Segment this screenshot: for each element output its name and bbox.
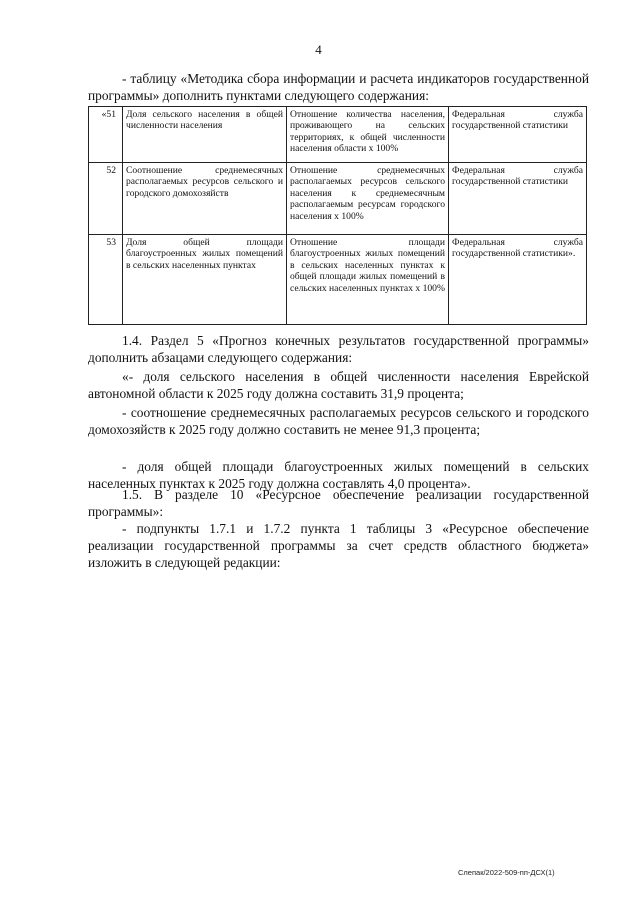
forecast-income-ratio-paragraph: - соотношение среднемесячных располагаемых ресурсов сельского и городского домохозяйств к 2025 году должно составить не менее 91,3 процента; — [88, 405, 589, 437]
table-row — [89, 107, 587, 163]
row-number: «51 — [89, 107, 123, 163]
calculation-method: Отношение количества населения, проживающего на сельских территориях, к общей численности населения области х 100% — [287, 107, 449, 163]
calculation-method: Отношение площади благоустроенных жилых помещений в сельских населенных пунктах к общей площади жилых помещений в сельских населенных пунктах х 100% — [287, 235, 449, 325]
methodology-table — [88, 106, 587, 325]
section-1-5-paragraph: 1.5. В разделе 10 «Ресурсное обеспечение реализации государственной программы»: — [88, 487, 589, 519]
indicator-name: Соотношение среднемесячных располагаемых ресурсов сельского и городского домохозяйств — [123, 163, 287, 235]
row-number: 53 — [89, 235, 123, 325]
table-row — [89, 235, 587, 325]
data-source: Федеральная служба государственной статистики — [449, 163, 587, 235]
forecast-rural-share-paragraph: «- доля сельского населения в общей численности населения Еврейской автономной области к 2025 году должна составить 31,9 процента; — [88, 369, 589, 401]
indicator-name: Доля общей площади благоустроенных жилых помещений в сельских населенных пунктах — [123, 235, 287, 325]
subparagraph-edit-paragraph: - подпункты 1.7.1 и 1.7.2 пункта 1 таблицы 3 «Ресурсное обеспечение реализации государственной программы за счет средств областного бюджета» изложить в следующей редакции: — [88, 521, 589, 570]
calculation-method: Отношение среднемесячных располагаемых ресурсов сельского населения к среднемесячным располагаемым ресурсам городского населения х 100% — [287, 163, 449, 235]
row-number: 52 — [89, 163, 123, 235]
forecast-housing-paragraph: - доля общей площади благоустроенных жилых помещений в сельских населенных пунктах к 2025 году должна составлять 4,0 процента». — [88, 459, 589, 491]
intro-paragraph: - таблицу «Методика сбора информации и расчета индикаторов государственной программы» дополнить пунктами следующего содержания: — [88, 71, 589, 103]
indicator-name: Доля сельского населения в общей численности населения — [123, 107, 287, 163]
page-number: 4 — [315, 42, 322, 57]
data-source: Федеральная служба государственной статистики — [449, 107, 587, 163]
section-1-4-paragraph: 1.4. Раздел 5 «Прогноз конечных результатов государственной программы» дополнить абзацами следующего содержания: — [88, 333, 589, 365]
data-source: Федеральная служба государственной статистики». — [449, 235, 587, 325]
document-code: Слепак/2022-509-пп-ДСХ(1) — [458, 868, 555, 877]
table-row — [89, 163, 587, 235]
